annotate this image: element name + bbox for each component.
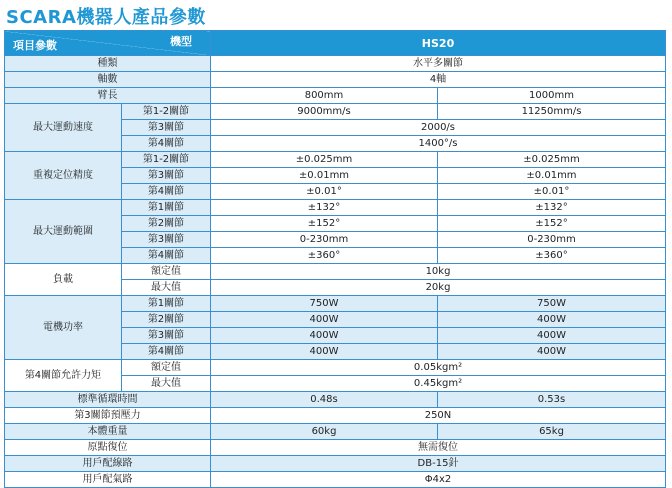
sub-label: 第1-2關節 xyxy=(122,152,211,168)
row-value: DB-15針 xyxy=(211,456,666,472)
row-value-1000: 750W xyxy=(438,296,666,312)
row-value: 0.05kgm² xyxy=(211,360,666,376)
spec-table xyxy=(4,30,666,488)
row-label: 臂長 xyxy=(5,88,211,104)
table-row xyxy=(5,360,666,376)
category-label: 電機功率 xyxy=(5,296,122,360)
sub-label: 第4關節 xyxy=(122,184,211,200)
sub-label: 第3關節 xyxy=(122,120,211,136)
category-label: 重複定位精度 xyxy=(5,152,122,200)
sub-label: 第3關節 xyxy=(122,232,211,248)
row-value-1000: 11250mm/s xyxy=(438,104,666,120)
row-value-800: ±0.025mm xyxy=(211,152,438,168)
category-label: 最大運動速度 xyxy=(5,104,122,152)
row-value-800: 800mm xyxy=(211,88,438,104)
sub-label: 第1關節 xyxy=(122,200,211,216)
model-header-label: 機型 xyxy=(170,35,192,48)
row-value-1000: ±132° xyxy=(438,200,666,216)
row-value-800: 9000mm/s xyxy=(211,104,438,120)
table-row xyxy=(5,424,666,440)
table-row xyxy=(5,56,666,72)
row-value: 250N xyxy=(211,408,666,424)
row-value-800: 750W xyxy=(211,296,438,312)
row-value-1000: ±0.01° xyxy=(438,184,666,200)
row-value-1000: ±360° xyxy=(438,248,666,264)
category-label: 最大運動範圍 xyxy=(5,200,122,264)
category-label: 第4關節允許力矩 xyxy=(5,360,122,392)
row-value-800: 400W xyxy=(211,344,438,360)
row-value-800: 400W xyxy=(211,312,438,328)
header-corner-cell xyxy=(5,31,211,56)
sub-label: 額定值 xyxy=(122,264,211,280)
row-value-1000: 65kg xyxy=(438,424,666,440)
category-label: 負載 xyxy=(5,264,122,296)
row-value-800: 400W xyxy=(211,328,438,344)
sub-label: 第3關節 xyxy=(122,168,211,184)
table-row xyxy=(5,104,666,120)
row-value-1000: ±0.01mm xyxy=(438,168,666,184)
model-name-cell: HS20 xyxy=(211,31,666,56)
table-row xyxy=(5,456,666,472)
sub-label: 最大值 xyxy=(122,376,211,392)
table-row xyxy=(5,200,666,216)
row-value: 2000/s xyxy=(211,120,666,136)
row-value: Φ4x2 xyxy=(211,472,666,488)
row-value-1000: ±152° xyxy=(438,216,666,232)
row-label: 用戶配線路 xyxy=(5,456,211,472)
row-value-800: ±0.01mm xyxy=(211,168,438,184)
sub-label: 第2關節 xyxy=(122,312,211,328)
sub-label: 第2關節 xyxy=(122,216,211,232)
row-value: 10kg xyxy=(211,264,666,280)
row-value-1000: ±0.025mm xyxy=(438,152,666,168)
row-label: 原點復位 xyxy=(5,440,211,456)
row-value: 20kg xyxy=(211,280,666,296)
table-header-row xyxy=(5,31,666,56)
row-label: 種類 xyxy=(5,56,211,72)
row-value-800: ±0.01° xyxy=(211,184,438,200)
row-value-800: ±360° xyxy=(211,248,438,264)
row-value-800: ±152° xyxy=(211,216,438,232)
sub-label: 第4關節 xyxy=(122,248,211,264)
sub-label: 第1-2關節 xyxy=(122,104,211,120)
row-value-1000: 400W xyxy=(438,312,666,328)
row-label: 第3關節預壓力 xyxy=(5,408,211,424)
row-value: 0.45kgm² xyxy=(211,376,666,392)
row-value-800: 60kg xyxy=(211,424,438,440)
sub-label: 第4關節 xyxy=(122,344,211,360)
table-row xyxy=(5,392,666,408)
table-row xyxy=(5,72,666,88)
table-row xyxy=(5,88,666,104)
row-value-800: 0.48s xyxy=(211,392,438,408)
table-row xyxy=(5,408,666,424)
table-row xyxy=(5,296,666,312)
sub-label: 第1關節 xyxy=(122,296,211,312)
row-value-1000: 0-230mm xyxy=(438,232,666,248)
row-value: 無需復位 xyxy=(211,440,666,456)
row-value-800: ±132° xyxy=(211,200,438,216)
table-row xyxy=(5,264,666,280)
row-label: 標準循環時間 xyxy=(5,392,211,408)
row-value: 4軸 xyxy=(211,72,666,88)
table-row xyxy=(5,152,666,168)
row-value-1000: 400W xyxy=(438,344,666,360)
row-label: 軸數 xyxy=(5,72,211,88)
row-value-1000: 400W xyxy=(438,328,666,344)
sub-label: 第4關節 xyxy=(122,136,211,152)
row-label: 本體重量 xyxy=(5,424,211,440)
param-header-label: 項目參數 xyxy=(13,39,57,52)
sub-label: 第3關節 xyxy=(122,328,211,344)
sub-label: 最大值 xyxy=(122,280,211,296)
row-value: 1400°/s xyxy=(211,136,666,152)
table-row xyxy=(5,440,666,456)
row-label: 用戶配氣路 xyxy=(5,472,211,488)
row-value: 水平多關節 xyxy=(211,56,666,72)
table-row xyxy=(5,472,666,488)
row-value-1000: 0.53s xyxy=(438,392,666,408)
sub-label: 額定值 xyxy=(122,360,211,376)
row-value-800: 0-230mm xyxy=(211,232,438,248)
row-value-1000: 1000mm xyxy=(438,88,666,104)
page-title: SCARA機器人產品參數 xyxy=(6,7,206,28)
